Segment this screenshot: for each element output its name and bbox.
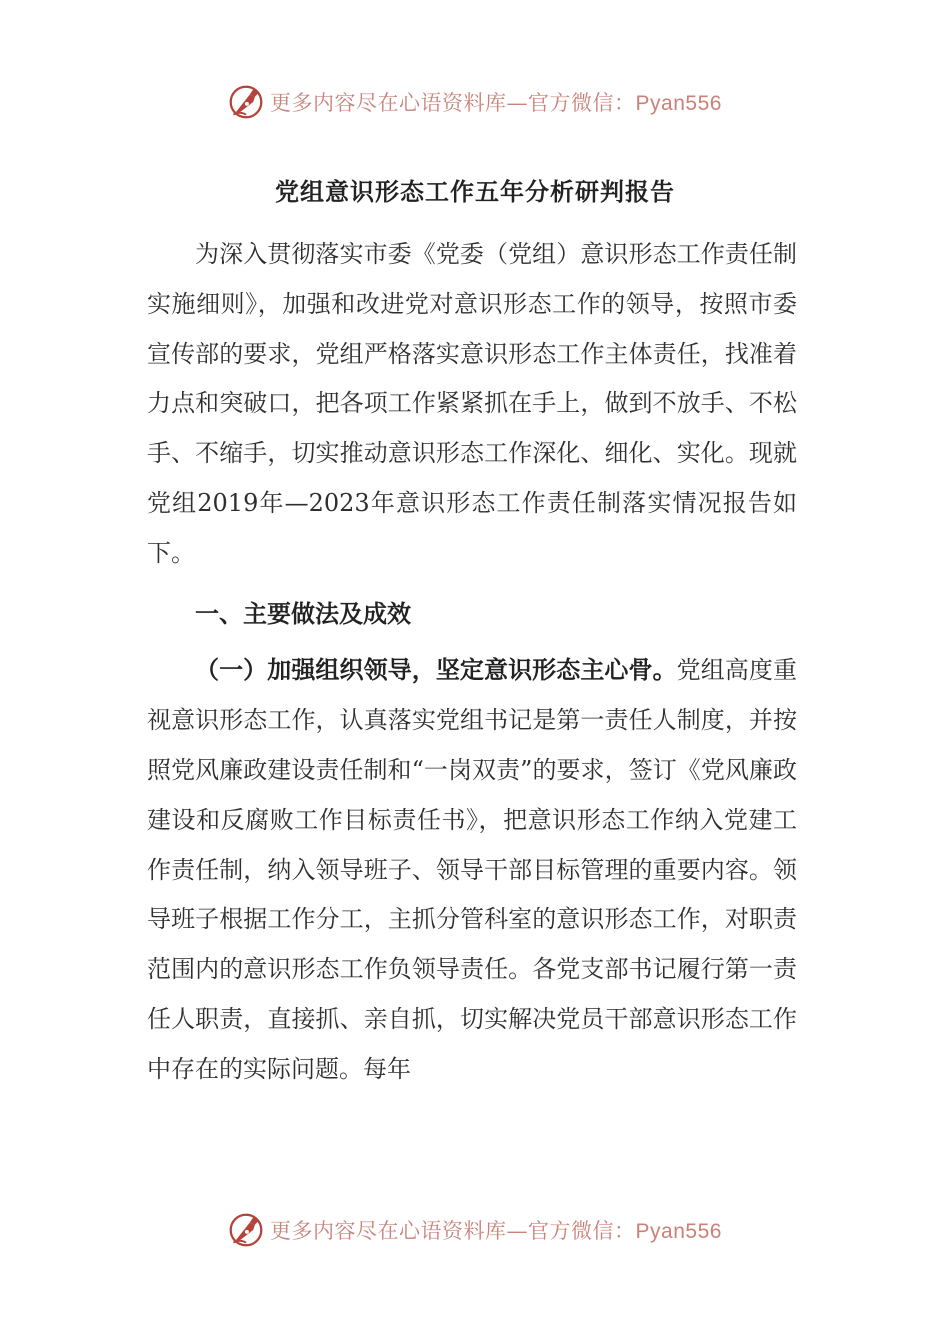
pen-nib-icon — [228, 84, 264, 120]
watermark-text: 更多内容尽在心语资料库—官方微信：Pyan556 — [270, 1219, 722, 1243]
body-paragraph — [147, 645, 797, 1094]
paragraph-text: 党组高度重视意识形态工作，认真落实党组书记是第一责任人制度，并按照党风廉政建设责任制和“一岗双责”的要求，签订《党风廉政建设和反腐败工作目标责任书》，把意识形态工作纳入党建工作责任制，纳入领导班子、领导干部目标管理的重要内容。领导班子根据工作分工，主抓分管科室的意识形态工作，对职责范围内的意识形态工作负领导责任。各党支部书记履行第一责任人职责，直接抓、亲自抓，切实解决党员干部意识形态工作中存在的实际问题。每年 — [147, 656, 798, 1083]
section-heading: 一、主要做法及成效 — [195, 598, 411, 628]
bottom-watermark-banner — [0, 1206, 950, 1254]
watermark-text: 更多内容尽在心语资料库—官方微信：Pyan556 — [270, 91, 722, 115]
watermark-wechat-id: Pyan556 — [635, 92, 722, 115]
pen-nib-icon — [228, 1212, 264, 1248]
document-body — [147, 230, 797, 1095]
top-watermark-banner — [0, 78, 950, 126]
watermark-wechat-id: Pyan556 — [635, 1220, 722, 1243]
paragraph-lead: （一）加强组织领导，坚定意识形态主心骨。 — [195, 655, 677, 685]
page-title: 党组意识形态工作五年分析研判报告 — [275, 177, 675, 206]
intro-paragraph: 为深入贯彻落实市委《党委（党组）意识形态工作责任制实施细则》，加强和改进党对意识形态工作的领导，按照市委宣传部的要求，党组严格落实意识形态工作主体责任，找准着力点和突破口，把各项工作紧紧抓在手上，做到不放手、不松手、不缩手，切实推动意识形态工作深化、细化、实化。现就党组2019年—2023年意识形态工作责任制落实情况报告如下。 — [147, 240, 797, 567]
